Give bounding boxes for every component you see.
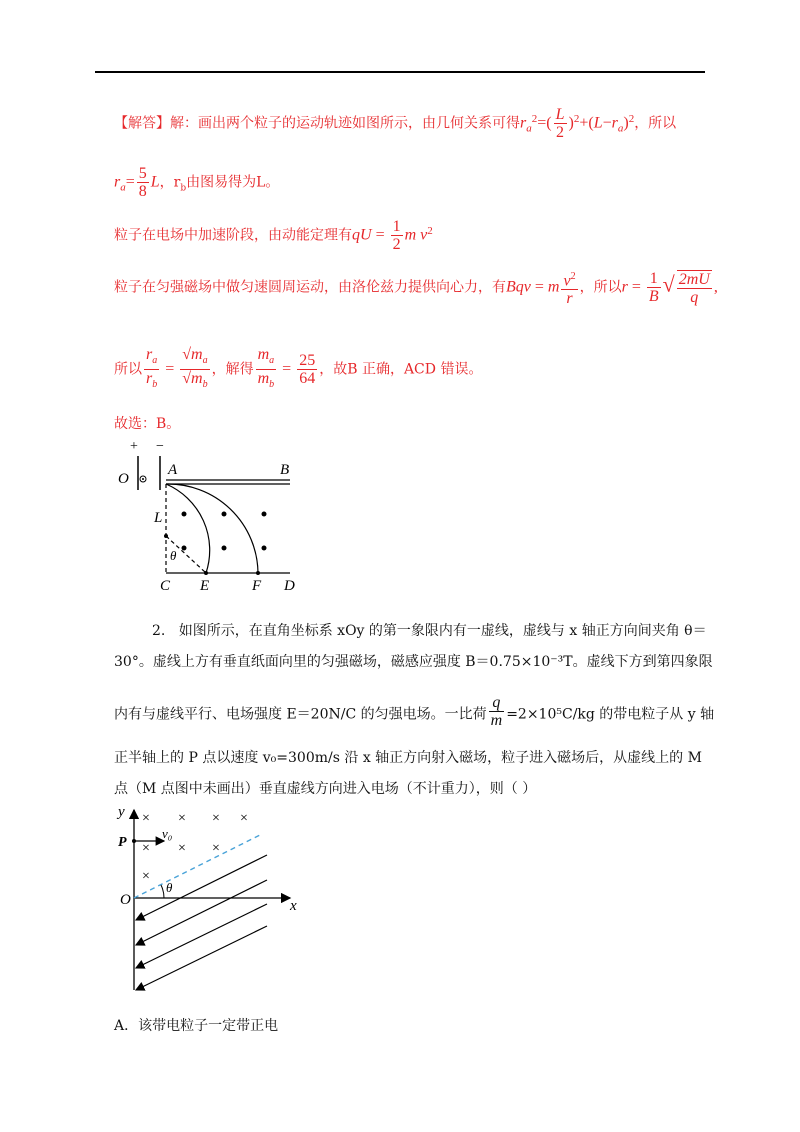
solution-line-5: 所以 $\frac{r_a}{r_b}$ = $\frac{√m_a}{√m_b}$ ，解得 $\frac{m_a}{m_b}$ = $\frac{25}{64}$ ，故B 正确，ACD 错误。	[114, 346, 483, 391]
svg-text:×: ×	[240, 811, 248, 826]
fig1-label-A: A	[168, 462, 178, 478]
svg-text:×: ×	[178, 841, 186, 856]
svg-text:×: ×	[142, 841, 150, 856]
fig1-label-D: D	[284, 578, 295, 593]
rb-text: ，r	[159, 174, 181, 191]
q2-line3a: 内有与虚线平行、电场强度 E＝20N/C 的匀强电场。一比荷	[114, 706, 487, 723]
fig1-label-B: B	[280, 462, 290, 478]
svg-text:×: ×	[212, 841, 220, 856]
q2-line-3: 内有与虚线平行、电场强度 E＝20N/C 的匀强电场。一比荷 $\frac{q}{m}$ =2×10⁵C/kg 的带电粒子从 y 轴	[114, 694, 715, 729]
accel-text: 粒子在电场中加速阶段，由动能定理有	[114, 227, 352, 244]
rb-rest: 由图易得为L。	[186, 174, 280, 191]
option-a[interactable]: A．该带电粒子一定带正电	[114, 1018, 279, 1034]
q2-line-5: 点（M 点图中未画出）垂直虚线方向进入电场（不计重力），则（ ）	[114, 781, 537, 797]
fig2-label-x: x	[290, 898, 297, 914]
svg-text:×: ×	[142, 869, 150, 884]
fig1-label-C: C	[160, 578, 171, 593]
q2-number: 2.	[152, 623, 166, 639]
solution-line-1: 【解答】解：画出两个粒子的运动轨迹如图所示，由几何关系可得$r_a^2=$( $\frac{L}{2}$ )$^2+(L-r_a)^2$，所以	[114, 106, 677, 141]
q2-line3b: =2×10⁵C/kg 的带电粒子从 y 轴	[506, 706, 715, 723]
fig2-label-theta: θ	[166, 880, 173, 895]
solution-line-3: 粒子在电场中加速阶段，由动能定理有qU = $\frac{1}{2}$ m $v^2$	[114, 218, 433, 253]
so2-text: ，所以	[579, 279, 622, 296]
so-text: ，所以	[634, 115, 677, 132]
fig2-label-v0: v₀	[162, 826, 173, 841]
figure-1	[112, 438, 302, 593]
fig2-label-O: O	[120, 892, 131, 908]
q2-line1-text: 如图所示，在直角坐标系 xOy 的第一象限内有一虚线，虚线与 x 轴正方向间夹角 θ＝	[178, 623, 707, 639]
svg-text:×: ×	[178, 811, 186, 826]
so3-text: 所以	[114, 361, 142, 378]
fig1-label-O: O	[118, 471, 129, 487]
fig1-label-E: E	[200, 578, 210, 593]
fig1-label-L: L	[154, 510, 163, 526]
field-crosses	[142, 811, 248, 884]
q2-line-4: 正半轴上的 P 点以速度 v₀=300m/s 沿 x 轴正方向射入磁场，粒子进入磁场后，从虚线上的 M	[114, 750, 702, 766]
fig1-label-plus: +	[130, 439, 138, 454]
solution-line-4: 粒子在匀强磁场中做匀速圆周运动，由洛伦兹力提供向心力，有Bqv = m $\frac{v^2}{r}$ ，所以r = $\frac{1}{B}$ √ $\frac{2mU}{q}$ ,	[114, 268, 718, 307]
fig2-label-y: y	[118, 804, 125, 820]
fig1-label-F: F	[252, 578, 262, 593]
solution-intro: 解：画出两个粒子的运动轨迹如图所示，由几何关系可得	[170, 115, 520, 132]
fig2-label-P: P	[118, 835, 127, 850]
svg-text:×: ×	[212, 811, 220, 826]
solve-text: ，解得	[211, 361, 254, 378]
answer-line: 故选：B。	[114, 416, 181, 432]
fig1-label-theta: θ	[170, 548, 177, 563]
figure-2	[112, 800, 307, 1000]
svg-text:×: ×	[142, 811, 150, 826]
fig1-label-minus: −	[156, 439, 164, 454]
q2-line-1	[114, 621, 714, 641]
answer-tag: 【解答】	[114, 115, 170, 132]
solution-line-2: $r_a=$ $\frac{5}{8}$ L，$r_b$由图易得为L。	[114, 165, 280, 200]
top-rule	[95, 71, 705, 73]
conclusion-text: ，故B 正确，ACD 错误。	[319, 361, 483, 378]
circle-text: 粒子在匀强磁场中做匀速圆周运动，由洛伦兹力提供向心力，有	[114, 279, 506, 296]
q2-line-2: 30°。虚线上方有垂直纸面向里的匀强磁场，磁感应强度 B＝0.75×10⁻³T。虚线下方到第四象限	[114, 654, 713, 670]
